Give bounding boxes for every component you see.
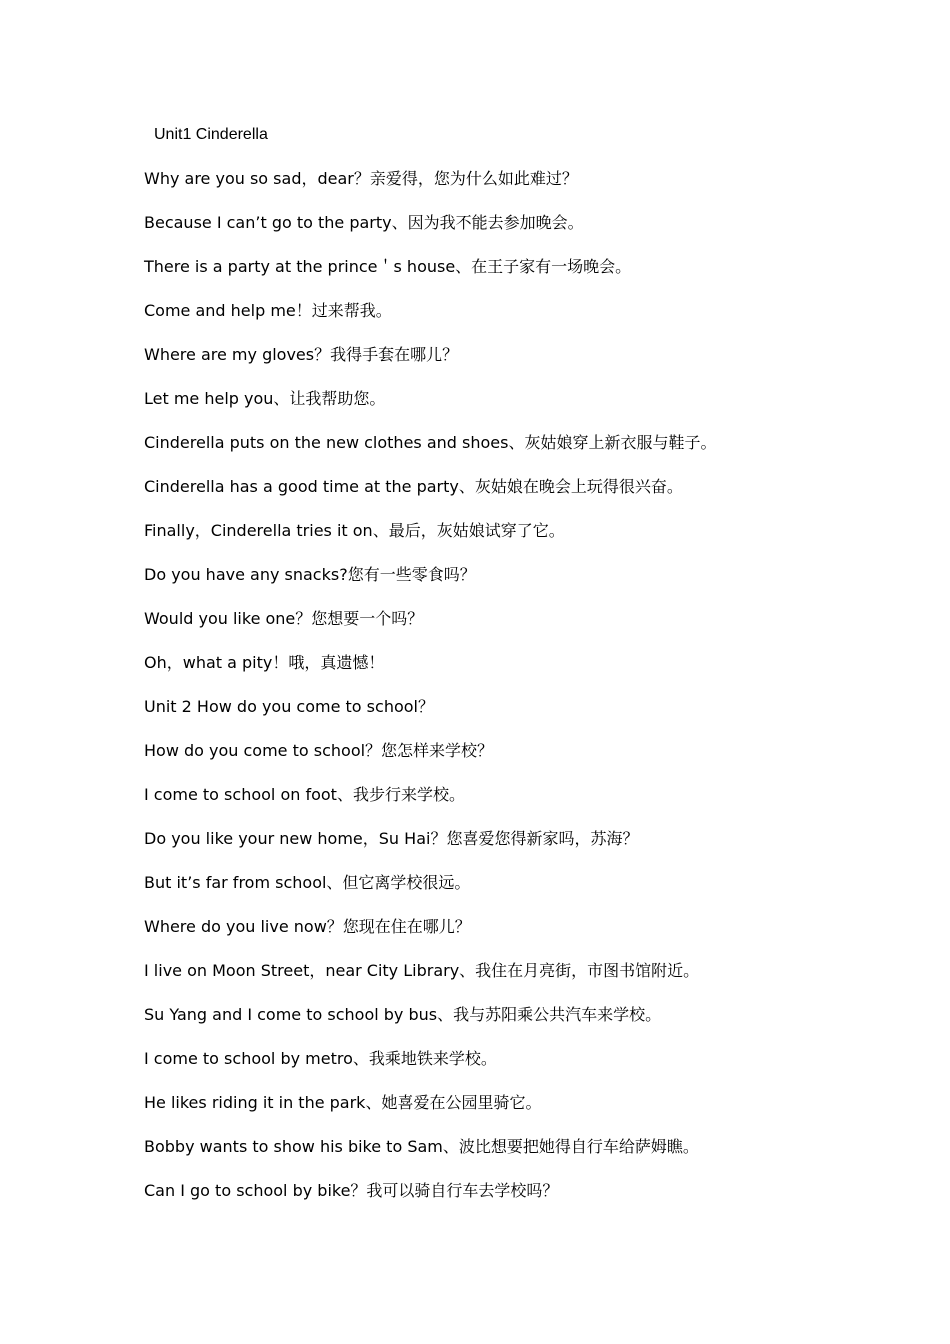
unit-title: Unit1 Cinderella <box>154 126 268 143</box>
sentence-line: Come and help me！过来帮我。 <box>144 301 392 320</box>
sentence-line: Can I go to school by bike？我可以骑自行车去学校吗？ <box>144 1181 559 1200</box>
sentence-line: Cinderella puts on the new clothes and shoes、灰姑娘穿上新衣服与鞋子。 <box>144 433 717 452</box>
sentence-line: But it’s far from school、但它离学校很远。 <box>144 873 471 892</box>
sentence-line: Cinderella has a good time at the party、灰姑娘在晚会上玩得很兴奋。 <box>144 477 683 496</box>
sentence-line: Bobby wants to show his bike to Sam、波比想要把她得自行车给萨姆瞧。 <box>144 1137 699 1156</box>
unit-heading: Unit 2 How do you come to school？ <box>144 697 434 716</box>
document-body <box>144 122 904 1222</box>
sentence-line: Su Yang and I come to school by bus、我与苏阳乘公共汽车来学校。 <box>144 1005 662 1024</box>
sentence-line: Do you like your new home，Su Hai？您喜爱您得新家吗，苏海？ <box>144 829 639 848</box>
sentence-line: Finally，Cinderella tries it on、最后，灰姑娘试穿了它。 <box>144 521 565 540</box>
sentence-line: I live on Moon Street，near City Library、我住在月亮街，市图书馆附近。 <box>144 961 700 980</box>
sentence-line: Why are you so sad，dear？亲爱得，您为什么如此难过？ <box>144 169 578 188</box>
sentence-line: Oh，what a pity！哦，真遗憾！ <box>144 653 385 672</box>
sentence-line: Where are my gloves？我得手套在哪儿？ <box>144 345 459 364</box>
sentence-line: Because I can’t go to the party、因为我不能去参加晚会。 <box>144 213 584 232</box>
sentence-line: I come to school by metro、我乘地铁来学校。 <box>144 1049 497 1068</box>
sentence-line: Let me help you、让我帮助您。 <box>144 389 386 408</box>
sentence-line: Would you like one？您想要一个吗？ <box>144 609 424 628</box>
sentence-line: Do you have any snacks?您有一些零食吗？ <box>144 565 476 584</box>
sentence-line: How do you come to school？您怎样来学校？ <box>144 741 494 760</box>
sentence-line: Where do you live now？您现在住在哪儿？ <box>144 917 471 936</box>
sentence-line: He likes riding it in the park、她喜爱在公园里骑它。 <box>144 1093 542 1112</box>
sentence-line: There is a party at the prince＇s house、在王子家有一场晚会。 <box>144 257 632 276</box>
sentence-line: I come to school on foot、我步行来学校。 <box>144 785 465 804</box>
